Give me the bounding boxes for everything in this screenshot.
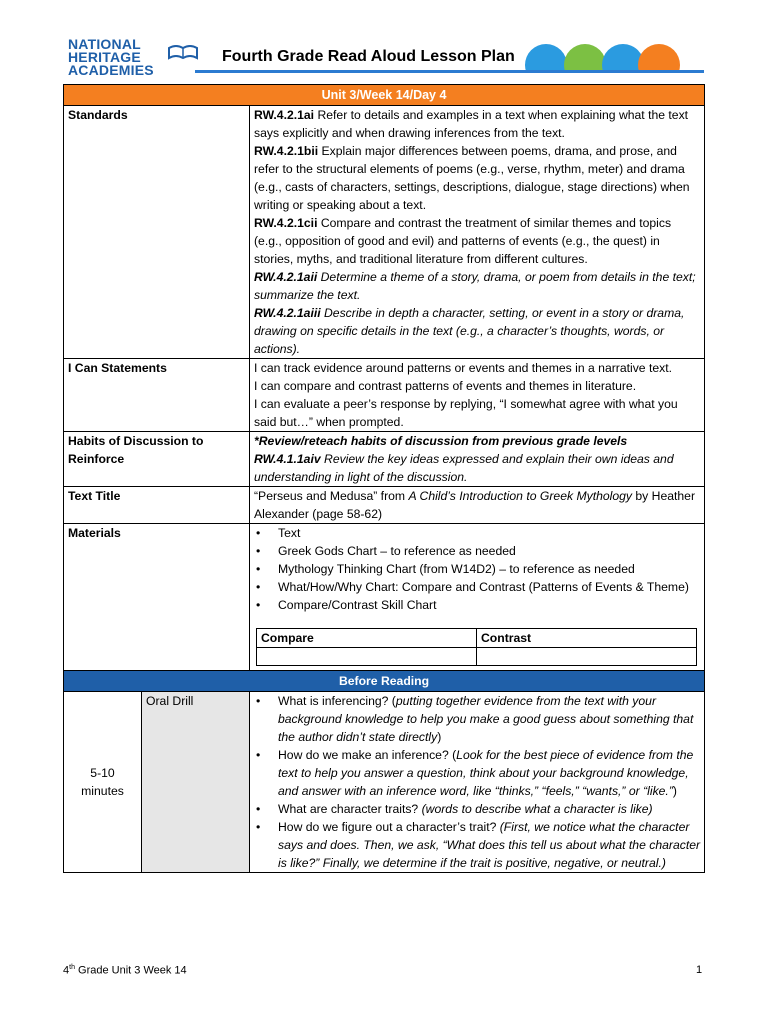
logo-line-1: NATIONAL [68, 36, 141, 52]
habits-row [64, 432, 705, 487]
oral-drill-row [64, 692, 705, 873]
answer-text: (words to describe what a character is like) [421, 802, 653, 816]
blue-circle [525, 44, 567, 72]
oral-drill-content [250, 692, 705, 873]
standard-code: RW.4.2.1aiii [254, 306, 321, 320]
footer-superscript: th [69, 964, 75, 971]
lesson-plan [63, 84, 704, 873]
i-can-content [250, 359, 705, 432]
footer-grade-number: 4 [63, 964, 70, 977]
question-text: How do we figure out a character’s trait? [278, 820, 500, 834]
drill-question [278, 800, 700, 818]
standard-text: Compare and contrast the treatment of similar themes and topics (e.g., opposition of good and evil) and patterns of events (e.g., the quest) in stories, myths, and traditional literature from different cultures. [254, 216, 672, 266]
book-title: A Child’s Introduction to Greek Mythology [408, 489, 632, 503]
time-cell [64, 692, 142, 873]
habits-code: RW.4.1.1aiv [254, 452, 321, 466]
oral-drill-list [254, 692, 700, 872]
materials-list [254, 524, 700, 614]
page-number: 1 [696, 964, 703, 976]
i-can-statement: I can compare and contrast patterns of events and themes in literature. [254, 379, 637, 393]
standard-text: Explain major differences between poems, drama, and prose, and refer to the structural elements of poems (e.g., verse, rhythm, meter) and drama (e.g., casts of characters, settings, descriptions, dialogue, stage directions) when writing or speaking about a text. [254, 144, 690, 212]
question-text: What is inferencing? ( [278, 694, 396, 708]
material-item: • Text [278, 524, 700, 542]
text-title-label: Text Title [64, 487, 250, 524]
habits-reteach: *Review/reteach habits of discussion from previous grade levels [254, 434, 628, 448]
standard-item [254, 304, 700, 358]
standard-text: Describe in depth a character, setting, or event in a story or drama, drawing on specific details in the text (e.g., a character’s thoughts, words, or actions). [254, 306, 685, 356]
standards-label: Standards [64, 106, 250, 359]
text-title-content [250, 487, 705, 524]
material-item: • What/How/Why Chart: Compare and Contrast (Patterns of Events & Theme) [278, 578, 700, 596]
habits-standard [254, 450, 700, 486]
before-reading-row [64, 671, 705, 692]
activity-label: Oral Drill [146, 694, 194, 708]
habits-label: Habits of Discussion to Reinforce [64, 432, 250, 487]
contrast-cell[interactable] [477, 648, 697, 666]
unit-row [64, 85, 705, 106]
decorative-circles [520, 42, 700, 72]
drill-question [278, 746, 700, 800]
habits-content [250, 432, 705, 487]
standard-code: RW.4.2.1aii [254, 270, 318, 284]
standard-item [254, 142, 700, 214]
standard-code: RW.4.2.1bii [254, 144, 319, 158]
unit-heading: Unit 3/Week 14/Day 4 [64, 85, 705, 106]
compare-contrast-table [256, 628, 696, 666]
materials-label: Materials [64, 524, 250, 671]
activity-cell [142, 692, 250, 873]
orange-circle [638, 44, 680, 72]
i-can-statement: I can track evidence around patterns or events and themes in a narrative text. [254, 361, 672, 375]
compare-cell[interactable] [257, 648, 477, 666]
text-title-author: by Heather Alexander (page 58-62) [254, 489, 696, 521]
i-can-label: I Can Statements [64, 359, 250, 432]
standard-item [254, 106, 700, 142]
header-rule [195, 70, 704, 73]
answer-text: putting together evidence from the text with your background knowledge to help you make a good guess about something that the author didn’t state directly [278, 694, 694, 744]
footer-text: Grade Unit 3 Week 14 [74, 964, 187, 977]
text-title-row [64, 487, 705, 524]
i-can-row [64, 359, 705, 432]
standard-text: Refer to details and examples in a text when explaining what the text says explicitly and when drawing inferences from the text. [254, 108, 689, 140]
materials-content [250, 524, 705, 671]
standard-code: RW.4.2.1cii [254, 216, 318, 230]
nha-logo [68, 38, 198, 80]
document-title: Fourth Grade Read Aloud Lesson Plan [222, 48, 515, 65]
standard-text: Determine a theme of a story, drama, or poem from details in the text; summarize the text. [254, 270, 696, 302]
standard-code: RW.4.2.1ai [254, 108, 315, 122]
material-item: • Greek Gods Chart – to reference as needed [278, 542, 700, 560]
contrast-header: Contrast [477, 629, 697, 648]
logo-line-3: ACADEMIES [68, 62, 154, 78]
open-book-icon [168, 44, 198, 60]
standards-content [250, 106, 705, 359]
materials-row [64, 524, 705, 671]
answer-text: Look for the best piece of evidence from the text to help you answer a question, think about your background knowledge, and answer with an inference word, like “thinks,” “feels,” “wants,” or “like.” [278, 748, 694, 798]
standards-row [64, 106, 705, 359]
standard-item [254, 214, 700, 268]
closing-paren: ) [437, 730, 442, 744]
drill-question [278, 692, 700, 746]
answer-text: (First, we notice what the character says and does. Then, we ask, “What does this tell us about what the character is like?” Finally, we determine if the trait is positive, negative, or neutral.) [278, 820, 701, 870]
page-header [0, 30, 768, 80]
habits-text: Review the key ideas expressed and explain their own ideas and understanding in light of the discussion. [254, 452, 674, 484]
question-text: How do we make an inference? ( [278, 748, 457, 762]
green-circle [564, 44, 606, 72]
footer-label [63, 964, 187, 977]
compare-header: Compare [257, 629, 477, 648]
i-can-statement: I can evaluate a peer’s response by replying, “I somewhat agree with what you said but…” when prompted. [254, 397, 678, 429]
time-text: 5-10 minutes [81, 766, 124, 798]
logo-line-2: HERITAGE [68, 49, 141, 65]
material-item: • Mythology Thinking Chart (from W14D2) – to reference as needed [278, 560, 700, 578]
before-reading-heading: Before Reading [64, 671, 705, 692]
closing-paren: ) [672, 784, 677, 798]
standard-item [254, 268, 700, 304]
text-title-part: “Perseus and Medusa” from [254, 489, 409, 503]
lesson-table [63, 84, 705, 873]
question-text: What are character traits? [278, 802, 422, 816]
material-item: • Compare/Contrast Skill Chart [278, 596, 700, 614]
drill-question [278, 818, 700, 872]
